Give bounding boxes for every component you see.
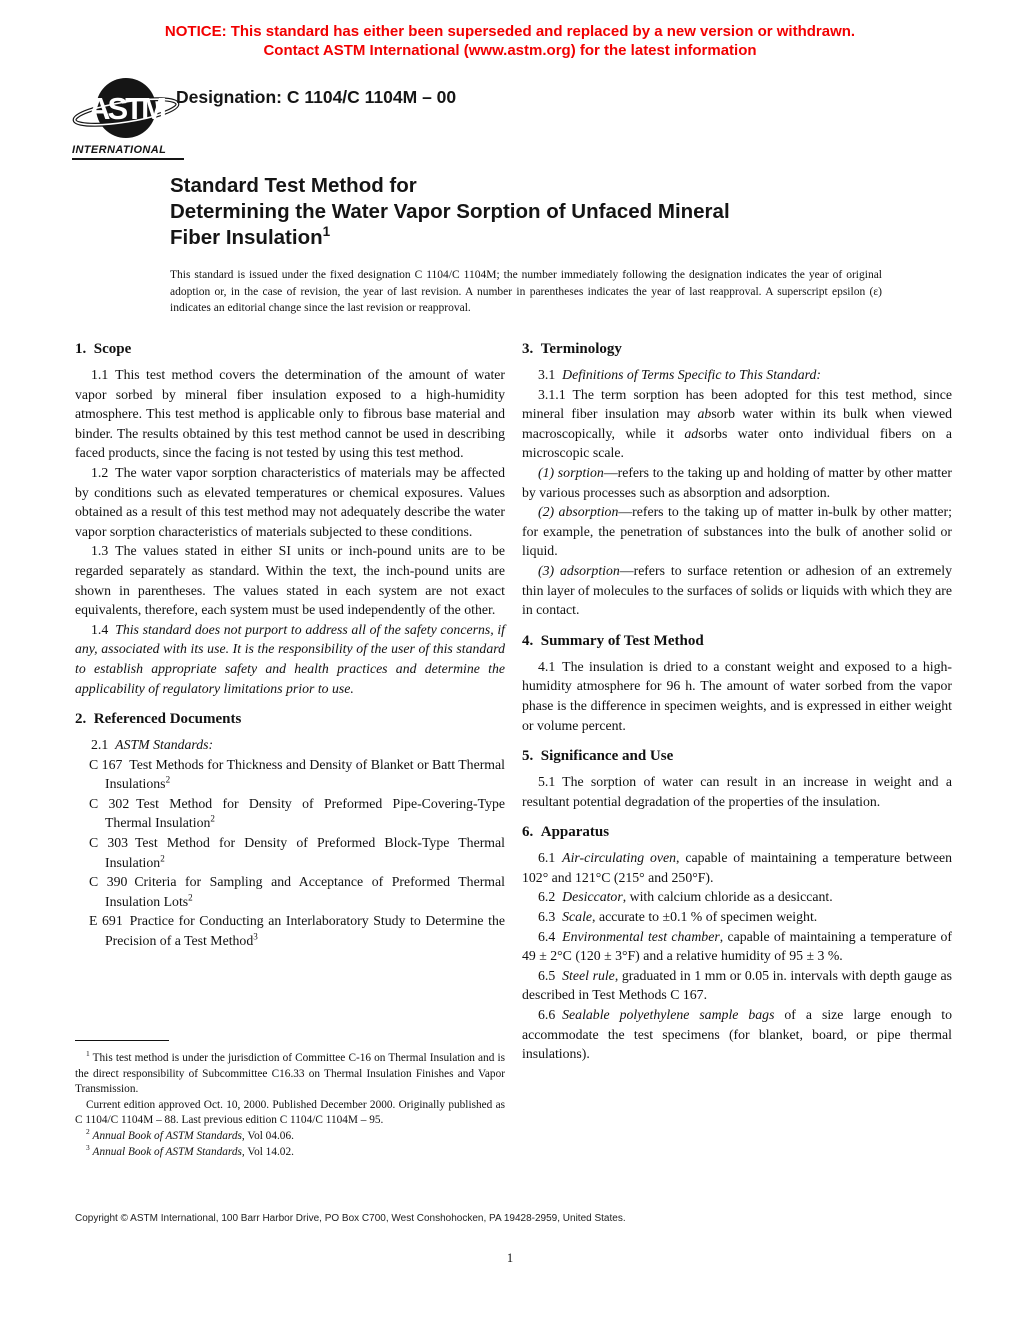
para-1-2: 1.2 The water vapor sorption characteristics of materials may be affected by conditions such as elevated temperatures or chemical exposures. Values obtained as a result of this test method may not adequately describe the water vapor sorption characteristics of materials subjected to these conditions. [75, 464, 505, 539]
para-6-5: 6.5 Steel rule, graduated in 1 mm or 0.05 in. intervals with depth gauge as described in Test Methods C 167. [522, 967, 952, 1003]
reference-c303: C 303 Test Method for Density of Preformed Block-Type Thermal Insulation$^2$ [89, 835, 505, 870]
astm-logo [72, 76, 190, 160]
right-column [522, 341, 952, 1181]
supersession-notice [0, 22, 1020, 60]
footnote-1: $^1$ This test method is under the jurisdiction of Committee C-16 on Thermal Insulation and is the direct responsibility of Subcommittee C16.33 on Thermal Insulation Finishes and Vapor Transmission. [75, 1049, 505, 1096]
left-column [75, 341, 505, 1181]
para-1-4: 1.4 This standard does not purport to address all of the safety concerns, if any, associated with its use. It is the responsibility of the user of this standard to establish appropriate safety and health practices and determine the applicability of regulatory limitations prior to use. [75, 621, 505, 696]
title-line-3: Fiber Insulation$^1$ [170, 224, 331, 249]
reference-c390: C 390 Criteria for Sampling and Acceptance of Preformed Thermal Insulation Lots$^2$ [89, 874, 505, 909]
def-sorption: (1) sorption—refers to the taking up and holding of matter by other matter by various processes such as absorption and adsorption. [522, 464, 952, 500]
issuance-note: This standard is issued under the fixed designation C 1104/C 1104M; the number immediately following the designation indicates the year of original adoption or, in the case of revision, the year of last revision. A number in parentheses indicates the year of last reapproval. A superscript epsilon (ε) indicates an editorial change since the last revision or reapproval. [170, 269, 882, 314]
para-3-1-1: 3.1.1 The term sorption has been adopted for this test method, since mineral fiber insulation may absorb water within its bulk when viewed macroscopically, while it adsorbs water onto individual fibers on a microscopic scale. [522, 386, 952, 461]
standard-title [170, 173, 880, 251]
heading-terminology: 3. Terminology [522, 341, 622, 357]
def-absorption: (2) absorption—refers to the taking up of matter in-bulk by other matter; for example, the penetration of substances into the bulk of another solid or liquid. [522, 504, 952, 559]
astm-globe-icon [72, 76, 184, 142]
page-number: 1 [506, 1251, 514, 1265]
title-line-1: Standard Test Method for [170, 174, 417, 197]
para-6-6: 6.6 Sealable polyethylene sample bags of a size large enough to accommodate the test specimens (for blanket, board, or pipe thermal insulations). [522, 1007, 952, 1062]
title-line-2: Determining the Water Vapor Sorption of Unfaced Mineral [170, 200, 730, 223]
astm-logo-subtitle: INTERNATIONAL [72, 144, 167, 156]
para-1-3: 1.3 The values stated in either SI units or inch-pound units are to be regarded separately as standard. Within the text, the inch-pound units are shown in parentheses. The values stated in each system are not exact equivalents, therefore, each system must be used independently of the other. [75, 543, 505, 618]
heading-apparatus: 6. Apparatus [522, 824, 610, 841]
copyright-line: Copyright © ASTM International, 100 Barr Harbor Drive, PO Box C700, West Conshohocken, PA 19428-2959, United States. [75, 1213, 626, 1224]
para-1-1: 1.1 This test method covers the determination of the amount of water vapor sorbed by mineral fiber insulation exposed to a high-humidity atmosphere. This test method is applicable only to fibrous base material and binder. The results obtained by this test method cannot be used in describing faced products, since the facing is not tested by using this test method. [75, 367, 505, 461]
def-adsorption: (3) adsorption—refers to surface retention or adhesion of an extremely thin layer of molecules to the surfaces of solids or liquids with which they are in contact. [522, 562, 952, 618]
footnote-edition: Current edition approved Oct. 10, 2000. Published December 2000. Originally published as C 1104/C 1104M – 88. Last previous edition C 1104/C 1104M – 95. [75, 1098, 505, 1127]
para-5-1: 5.1 The sorption of water can result in an increase in weight and a resultant potential degradation of the properties of the insulation. [522, 774, 952, 809]
heading-scope: 1. Scope [75, 341, 132, 357]
footnote-divider [75, 1040, 169, 1041]
logo-underline [72, 158, 184, 160]
notice-line-2: Contact ASTM International (www.astm.org) for the latest information [263, 42, 757, 59]
designation: Designation: C 1104/C 1104M – 00 [176, 87, 457, 107]
footnote-3: $^3$ Annual Book of ASTM Standards, Vol 14.02. [86, 1142, 294, 1158]
footnotes [75, 1040, 505, 1160]
heading-significance: 5. Significance and Use [522, 748, 674, 765]
astm-logo-text: ASTM [88, 91, 164, 126]
reference-c302: C 302 Test Method for Density of Preformed Pipe-Covering-Type Thermal Insulation$^2$ [89, 795, 505, 831]
para-6-2: 6.2 Desiccator, with calcium chloride as a desiccant. [538, 889, 833, 905]
para-3-1: 3.1 Definitions of Terms Specific to This Standard: [538, 367, 821, 382]
para-6-3: 6.3 Scale, accurate to ±0.1 % of specimen weight. [538, 909, 818, 925]
heading-summary: 4. Summary of Test Method [522, 632, 704, 649]
para-6-1: 6.1 Air-circulating oven, capable of maintaining a temperature between 102° and 121°C (215° and 250°F). [522, 850, 952, 885]
para-4-1: 4.1 The insulation is dried to a constant weight and exposed to a high-humidity atmosphere for 96 h. The amount of water sorbed from the vapor phase is the difference in specimen weights, and is expressed in either weight or volume percent. [522, 658, 952, 733]
notice-line-1: NOTICE: This standard has either been superseded and replaced by a new version or withdrawn. [164, 23, 856, 40]
reference-e691: E 691 Practice for Conducting an Interlaboratory Study to Determine the Precision of a Test Method$^3$ [89, 913, 505, 949]
heading-referenced-documents: 2. Referenced Documents [75, 711, 242, 728]
footnote-2: $^2$ Annual Book of ASTM Standards, Vol 04.06. [86, 1127, 294, 1142]
para-2-1: 2.1 ASTM Standards: [91, 737, 214, 753]
para-6-4: 6.4 Environmental test chamber, capable of maintaining a temperature of 49 ± 2°C (120 ± 3°F) and a relative humidity of 95 ± 3 %. [522, 928, 952, 964]
reference-c167: C 167 Test Methods for Thickness and Density of Blanket or Batt Thermal Insulations$^2$ [89, 756, 505, 792]
body-columns [75, 341, 952, 1181]
